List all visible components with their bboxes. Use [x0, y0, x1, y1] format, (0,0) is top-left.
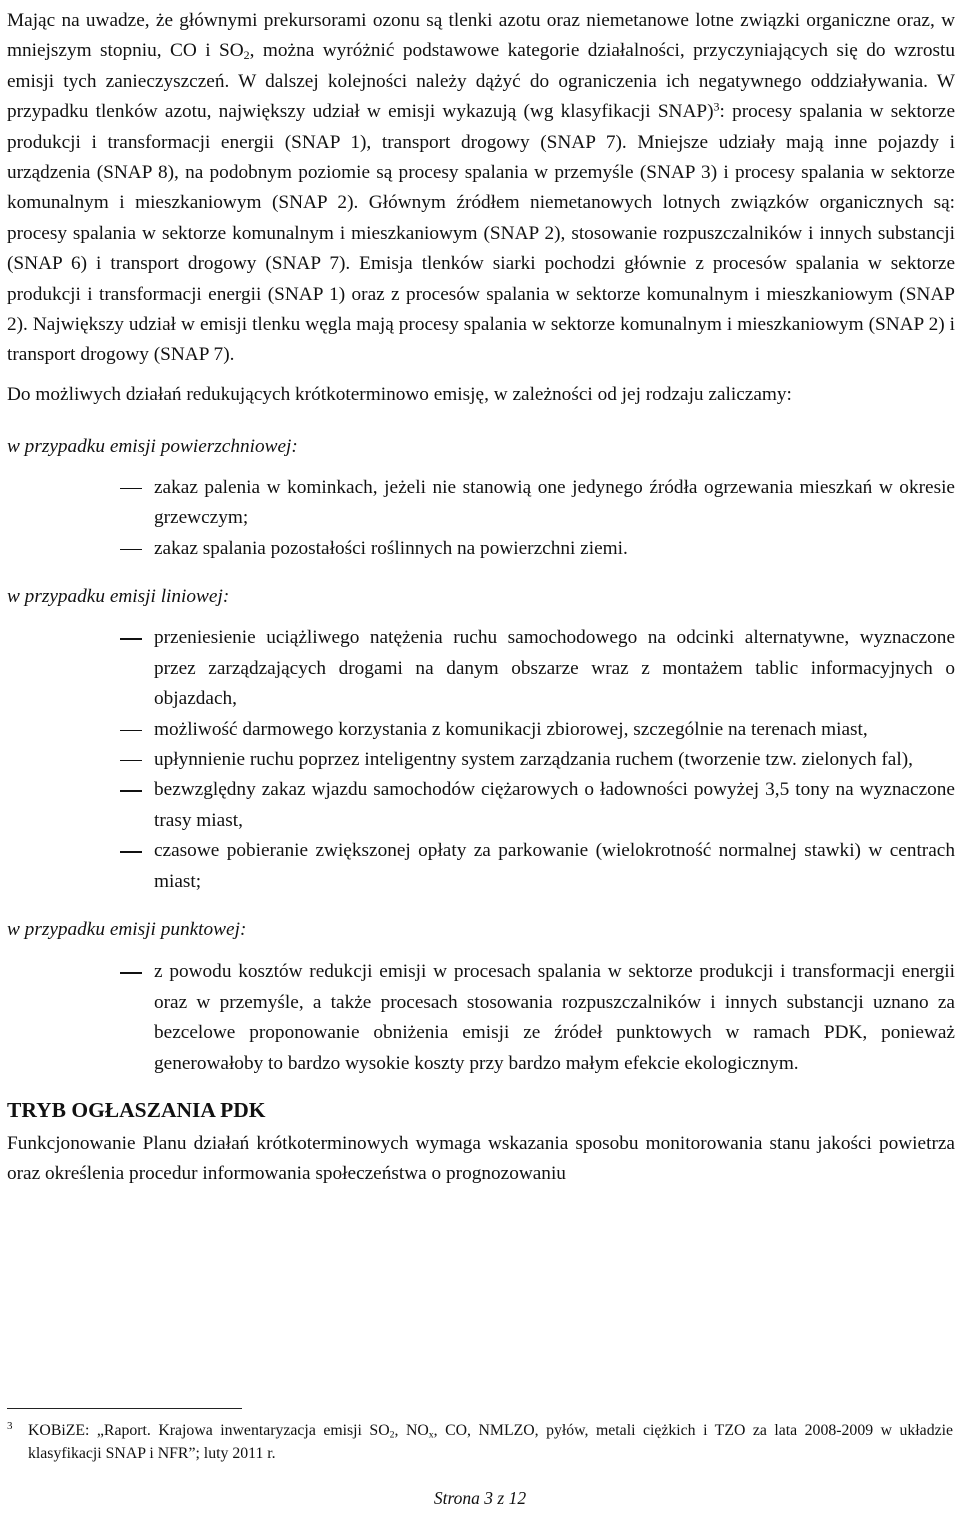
closing-paragraph: Funkcjonowanie Planu działań krótkoterminowych wymaga wskazania sposobu monitorowania stanu jakości powietrza oraz określenia procedur informowania społeczeństwa o prognozowaniu: [7, 1133, 955, 1185]
section-label-surface: w przypadku emisji powierzchniowej:: [7, 436, 298, 458]
list-item: zakaz spalania pozostałości roślinnych na powierzchni ziemi.: [154, 537, 628, 559]
list-item: przeniesienie uciążliwego natężenia ruchu samochodowego na odcinki alternatywne, wyznaczone przez zarządzających drogami na danym obszarze wraz z montażem tablic informacyjnych o objazdach,: [154, 627, 955, 710]
intro-text-part: Mając na uwadze, że głównymi prekursorami ozonu są tlenki azotu oraz niemetanowe lotne związki organiczne oraz, w mniejszym stopniu, CO i SO: [7, 10, 955, 62]
line-emission-list: [7, 623, 955, 897]
list-item: możliwość darmowego korzystania z komunikacji zbiorowej, szczególnie na terenach miast,: [154, 718, 868, 740]
footnote-reference[interactable]: 3: [713, 99, 720, 114]
footnote-number: 3: [7, 1420, 13, 1432]
so2-subscript: 2: [243, 48, 250, 63]
list-item: czasowe pobieranie zwiększonej opłaty za parkowanie (wielokrotność normalnej stawki) w centrach miast;: [154, 840, 955, 892]
so2-subscript: 2: [389, 1429, 395, 1441]
list-item: zakaz palenia w kominkach, jeżeli nie stanowią one jedynego źródła ogrzewania mieszkań w okresie grzewczym;: [154, 476, 955, 529]
section-label-line: w przypadku emisji liniowej:: [7, 585, 230, 607]
surface-emission-list: [7, 473, 955, 564]
list-item: bezwzględny zakaz wjazdu samochodów ciężarowych o ładowności powyżej 3,5 tony na wyznaczone trasy miast,: [154, 779, 955, 831]
list-item: z powodu kosztów redukcji emisji w procesach spalania w sektorze produkcji i transformacji energii oraz w przemyśle, a także procesach stosowania rozpuszczalników i innych substancji uznano za bezcelowe proponowanie obniżenia emisji ze źródeł punktowych w ramach PDK, ponieważ generowałoby to bardzo wysokie koszty przy bardzo małym efekcie ekologicznym.: [154, 961, 955, 1074]
nox-subscript: x: [428, 1429, 434, 1441]
footnote-text: KOBiZE: „Raport. Krajowa inwentaryzacja emisji $SO_2$, $NO_x$, CO, NMLZO, pyłów, metali ciężkich i TZO za lata 2008-2009 w układzie klasyfikacji SNAP i NFR”; luty 2011 r.: [28, 1422, 954, 1462]
intro-text-part: , można wyróżnić podstawowe kategorie działalności, przyczyniających się do wzrostu emisji tych zanieczyszczeń. W dalszej kolejności należy dążyć do ograniczenia ich negatywnego oddziaływania. W przypadku tlenków azotu, największy udział w emisji wykazują (wg klasyfikacji SNAP): [7, 40, 955, 123]
section-heading: TRYB OGŁASZANIA PDK: [7, 1098, 266, 1122]
intro-paragraph: [7, 6, 955, 371]
list-item: upłynnienie ruchu poprzez inteligentny system zarządzania ruchem (tworzenie tzw. zielonych fal),: [154, 748, 913, 770]
point-emission-list: [7, 957, 955, 1079]
document-body: [7, 6, 955, 1190]
section-label-point: w przypadku emisji punktowej:: [7, 918, 247, 940]
intro-text-part: : procesy spalania w sektorze produkcji i transformacji energii (SNAP 1), transport drogowy (SNAP 7). Mniejsze udziały mają inne pojazdy i urządzenia (SNAP 8), na podobnym poziomie są procesy spalania w przemyśle (SNAP 3) i procesy spalania w sektorze komunalnym i mieszkaniowym (SNAP 2). Głównym źródłem niemetanowych lotnych związków organicznych są: procesy spalania w sektorze komunalnym i mieszkaniowym (SNAP 2), stosowanie rozpuszczalników i innych substancji (SNAP 6) i transport drogowy (SNAP 7). Emisja tlenków siarki pochodzi głównie z procesów spalania w sektorze produkcji i transformacji energii (SNAP 1) oraz z procesów spalania w sektorze komunalnym i mieszkaniowym (SNAP 2). Największy udział w emisji tlenku węgla mają procesy spalania w sektorze komunalnym i mieszkaniowym (SNAP 2) i transport drogowy (SNAP 7).: [7, 101, 955, 366]
footnote-divider: [7, 1408, 242, 1409]
lead-paragraph: Do możliwych działań redukujących krótkoterminowo emisję, w zależności od jej rodzaju zaliczamy:: [7, 383, 792, 405]
footnote: [7, 1420, 953, 1465]
page-number: Strona 3 z 12: [433, 1488, 527, 1508]
